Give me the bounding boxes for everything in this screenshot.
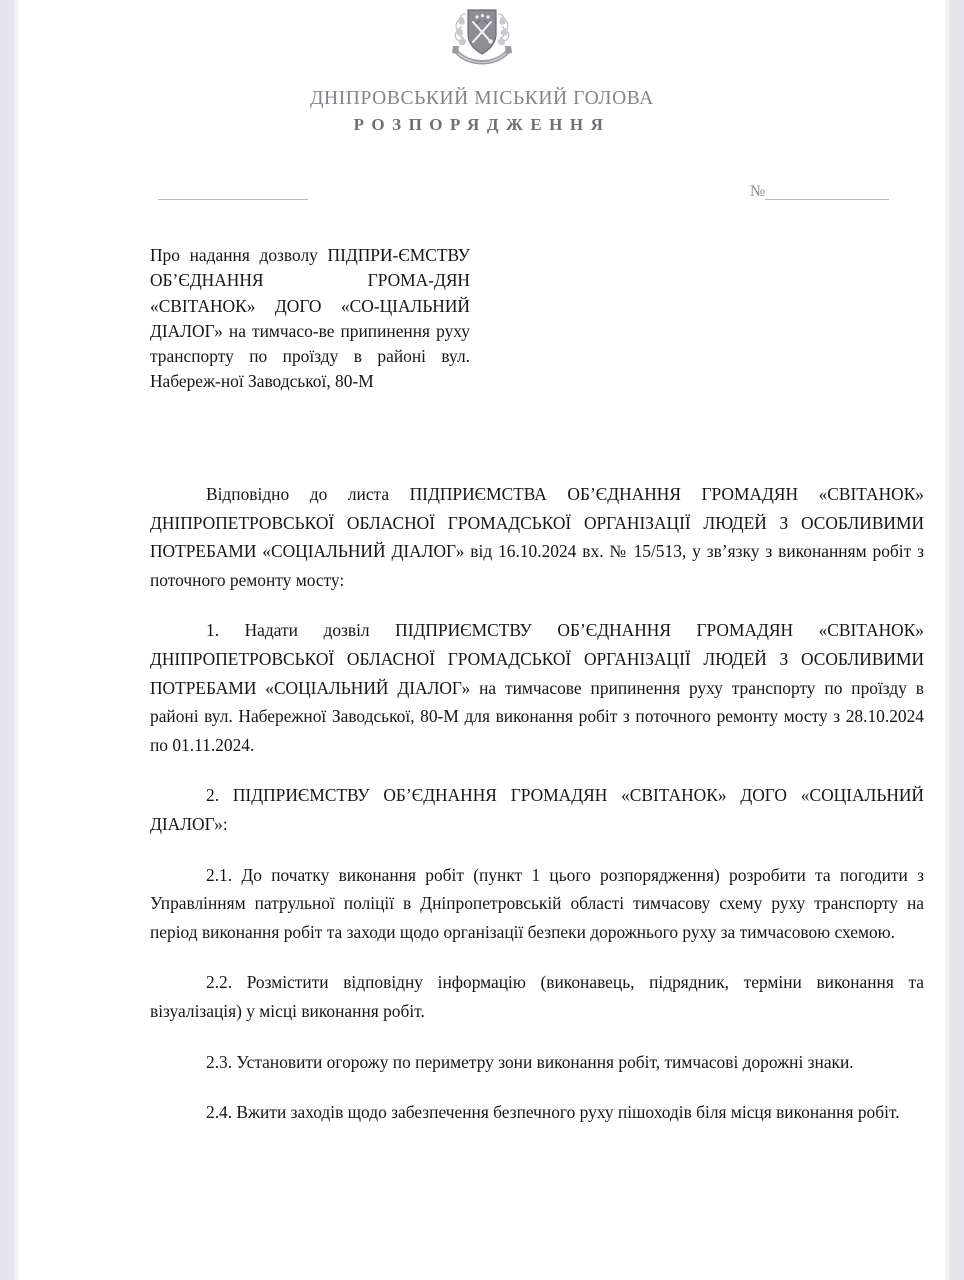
number-blank-line (765, 199, 889, 200)
document-body (150, 480, 924, 1127)
paragraph-item-2-1: 2.1. До початку виконання робіт (пункт 1 цього розпорядження) розробити та погодити з Управлінням патрульної поліції в Дніпропетровській області тимчасову схему руху транспорту на період виконання робіт та заходи щодо організації безпеки дорожнього руху за тимчасовою схемою. (150, 864, 924, 942)
document-subject: Про надання дозволу ПІДПРИ-ЄМСТВУ ОБ’ЄДНАННЯ ГРОМА-ДЯН «СВІТАНОК» ДОГО «СО-ЦІАЛЬНИЙ ДІАЛОГ» на тимчасо-ве припинення руху транспорту по проїзду в районі вул. Набереж-ної Заводської, 80-М (150, 245, 470, 392)
date-number-row (19, 184, 945, 218)
paragraph-item-2-2: 2.2. Розмістити відповідну інформацію (виконавець, підрядник, терміни виконання та візуалізація) у місці виконання робіт. (150, 972, 924, 1021)
document-page (19, 0, 945, 1280)
dnipro-city-coat-of-arms-icon (446, 4, 518, 72)
svg-text:• • • • • •: • • • • • • (475, 59, 489, 64)
paragraph-item-2: 2. ПІДПРИЄМСТВУ ОБ’ЄДНАННЯ ГРОМАДЯН «СВІТАНОК» ДОГО «СОЦІАЛЬНИЙ ДІАЛОГ»: (150, 785, 924, 834)
number-sign-icon: № (750, 183, 766, 200)
document-heading (19, 88, 945, 135)
paragraph-item-2-3: 2.3. Установити огорожу по периметру зони виконання робіт, тимчасові дорожні знаки. (206, 1051, 854, 1072)
paragraph-preamble: Відповідно до листа ПІДПРИЄМСТВА ОБ’ЄДНАННЯ ГРОМАДЯН «СВІТАНОК» ДНІПРОПЕТРОВСЬКОЇ ОБЛАСНОЇ ГРОМАДСЬКОЇ ОРГАНІЗАЦІЇ ЛЮДЕЙ З ОСОБЛИВИМИ ПОТРЕБАМИ «СОЦІАЛЬНИЙ ДІАЛОГ» від 16.10.2024 вх. № 15/513, у зв’язку з виконанням робіт з поточного ремонту мосту: (150, 484, 924, 590)
paragraph-item-2-4: 2.4. Вжити заходів щодо забезпечення безпечного руху пішоходів біля місця виконання робіт. (206, 1102, 900, 1123)
emblem-container (19, 4, 945, 72)
document-type-title: РОЗПОРЯДЖЕННЯ (353, 115, 611, 135)
number-field-group (750, 184, 889, 202)
paragraph-item-1: 1. Надати дозвіл ПІДПРИЄМСТВУ ОБ’ЄДНАННЯ ГРОМАДЯН «СВІТАНОК» ДНІПРОПЕТРОВСЬКОЇ ОБЛАСНОЇ ГРОМАДСЬКОЇ ОРГАНІЗАЦІЇ ЛЮДЕЙ З ОСОБЛИВИМИ ПОТРЕБАМИ «СОЦІАЛЬНИЙ ДІАЛОГ» на тимчасове припинення руху транспорту по проїзду в районі вул. Набережної Заводської, 80-М для виконання робіт з поточного ремонту мосту з 28.10.2024 по 01.11.2024. (150, 620, 924, 755)
organization-title: ДНІПРОВСЬКИЙ МІСЬКИЙ ГОЛОВА (310, 88, 654, 109)
date-blank-line (158, 199, 308, 200)
